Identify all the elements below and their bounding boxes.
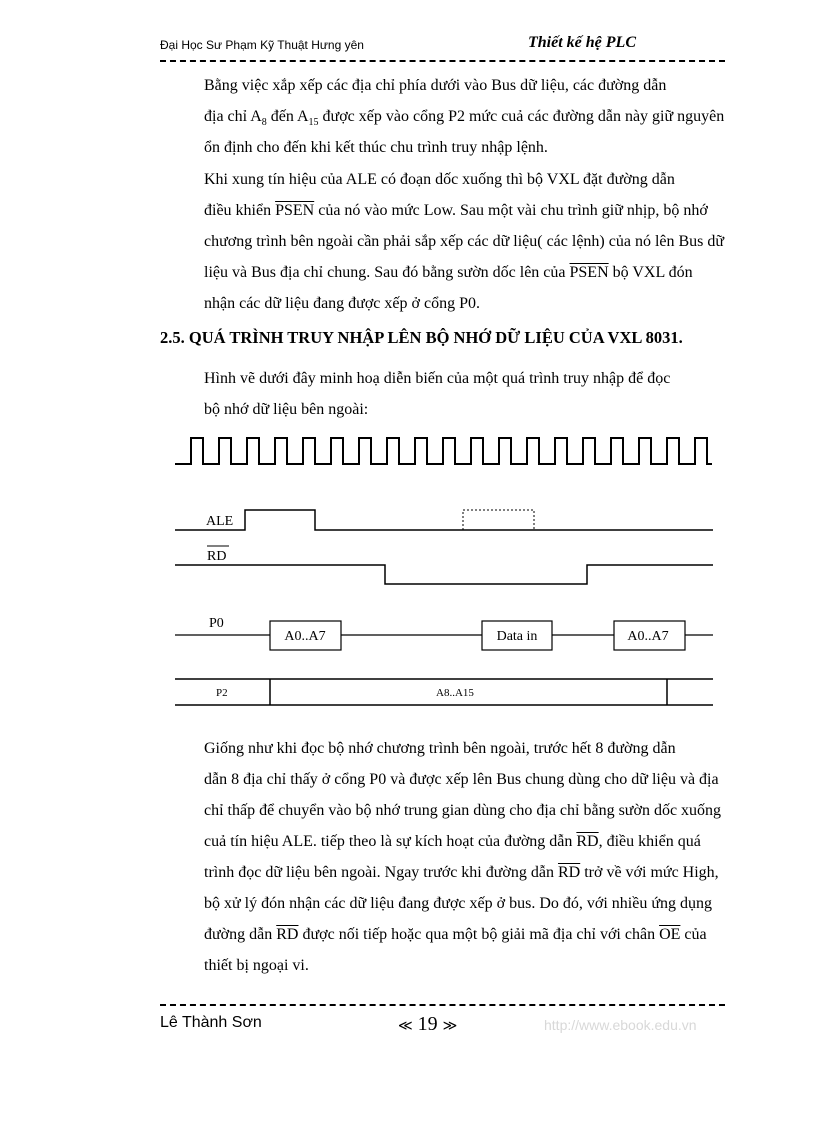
signal-rd: $\overline{RD}$	[576, 833, 599, 850]
text-span: được xếp vào cổng P2 mức cuả các đường dẫn này giữ nguyên	[318, 108, 725, 125]
p2-address-label: A8..A15	[436, 687, 474, 699]
footer-page-number	[398, 1013, 457, 1036]
text-span: đến A	[266, 108, 309, 125]
footer-author: Lê Thành Sơn	[160, 1014, 262, 1031]
text-span: trình đọc dữ liệu bên ngoài. Ngay trước khi đường dẫn	[204, 864, 558, 881]
text-span: trở về với mức High,	[580, 864, 719, 881]
text-span: bộ VXL đón	[608, 264, 693, 281]
para2-line1: Khi xung tín hiệu của ALE có đoạn dốc xuống thì bộ VXL đặt đường dẫn	[204, 171, 675, 188]
p0-address-label: A0..A7	[627, 629, 669, 644]
clock-waveform	[175, 438, 712, 464]
page-ornament-left: ≪	[398, 1019, 413, 1034]
text-span: địa chỉ A	[204, 108, 262, 125]
para4-line8: thiết bị ngoại vi.	[204, 957, 309, 974]
para3-line1: Hình vẽ dưới đây minh hoạ diễn biến của một quá trình truy nhập để đọc	[204, 370, 671, 387]
subscript: 8	[261, 117, 267, 129]
para4-line7	[160, 919, 726, 950]
signal-rd: $\overline{RD}$	[276, 926, 299, 943]
footer-watermark-url: http://www.ebook.edu.vn	[544, 1017, 697, 1033]
paragraph-4	[160, 733, 726, 981]
text-span: đường dẫn	[204, 926, 277, 943]
text-span: được nối tiếp hoặc qua một bộ giải mã địa chỉ với chân	[298, 926, 660, 943]
p0-data-label: Data in	[496, 629, 538, 644]
page-ornament-right: ≫	[442, 1019, 458, 1034]
para1-line3: ổn định cho đến khi kết thúc chu trình truy nhập lệnh.	[204, 139, 548, 156]
footer-divider	[160, 1004, 725, 1006]
para3-line2: bộ nhớ dữ liệu bên ngoài:	[204, 401, 369, 418]
p0-label: P0	[209, 616, 224, 631]
text-span: của	[680, 926, 707, 943]
ale-label: ALE	[206, 514, 234, 529]
para4-line1: Giống như khi đọc bộ nhớ chương trình bên ngoài, trước hết 8 đường dẫn	[204, 740, 676, 757]
header-institution: Đại Học Sư Phạm Kỹ Thuật Hưng yên	[160, 38, 364, 52]
para4-line2: dẫn 8 địa chỉ thấy ở cổng P0 và được xếp lên Bus chung dùng cho dữ liệu và địa	[204, 771, 719, 788]
text-span: của nó vào mức Low. Sau một vài chu trình giữ nhịp, bộ nhớ	[314, 202, 708, 219]
text-span: liệu và Bus địa chỉ chung. Sau đó bằng sườn dốc lên của	[204, 264, 570, 281]
p2-label: P2	[216, 687, 228, 699]
page-number: 19	[417, 1013, 438, 1035]
ale-dotted-pulse	[463, 510, 534, 530]
rd-label: RD	[207, 549, 227, 564]
text-span: , điều khiển quá	[598, 833, 701, 850]
header-document-title: Thiết kế hệ PLC	[528, 34, 636, 51]
signal-psen: PSEN	[569, 264, 609, 281]
p0-address-label: A0..A7	[284, 629, 326, 644]
ale-waveform	[175, 510, 713, 530]
section-heading: 2.5. QUÁ TRÌNH TRUY NHẬP LÊN BỘ NHỚ DỮ LIỆU CỦA VXL 8031.	[160, 328, 683, 347]
para2-line3: chương trình bên ngoài cần phải sắp xếp các dữ liệu( các lệnh) của nó lên Bus dữ	[204, 233, 725, 250]
para4-line5	[160, 857, 726, 888]
text-span: cuả tín hiệu ALE. tiếp theo là sự kích hoạt của đường dẫn	[204, 833, 577, 850]
para4-line4	[160, 826, 726, 857]
signal-psen: PSEN	[275, 202, 315, 219]
para4-line3: chỉ thấp để chuyển vào bộ nhớ trung gian dùng cho địa chỉ bằng sườn dốc xuống	[204, 802, 722, 819]
text-span: điều khiển	[204, 202, 276, 219]
subscript: 15	[308, 117, 319, 129]
para2-line5: nhận các dữ liệu đang được xếp ở cổng P0.	[204, 295, 480, 312]
signal-rd: $\overline{RD}$	[557, 864, 581, 881]
para1-line1: Bằng việc xắp xếp các địa chỉ phía dưới vào Bus dữ liệu, các đường dẫn	[204, 77, 667, 94]
rd-waveform	[175, 565, 713, 584]
para4-line6: bộ xử lý đón nhận các dữ liệu đang được xếp ở bus. Do đó, với nhiều ứng dụng	[204, 895, 712, 912]
signal-oe: $\overline{OE}$	[659, 926, 681, 943]
